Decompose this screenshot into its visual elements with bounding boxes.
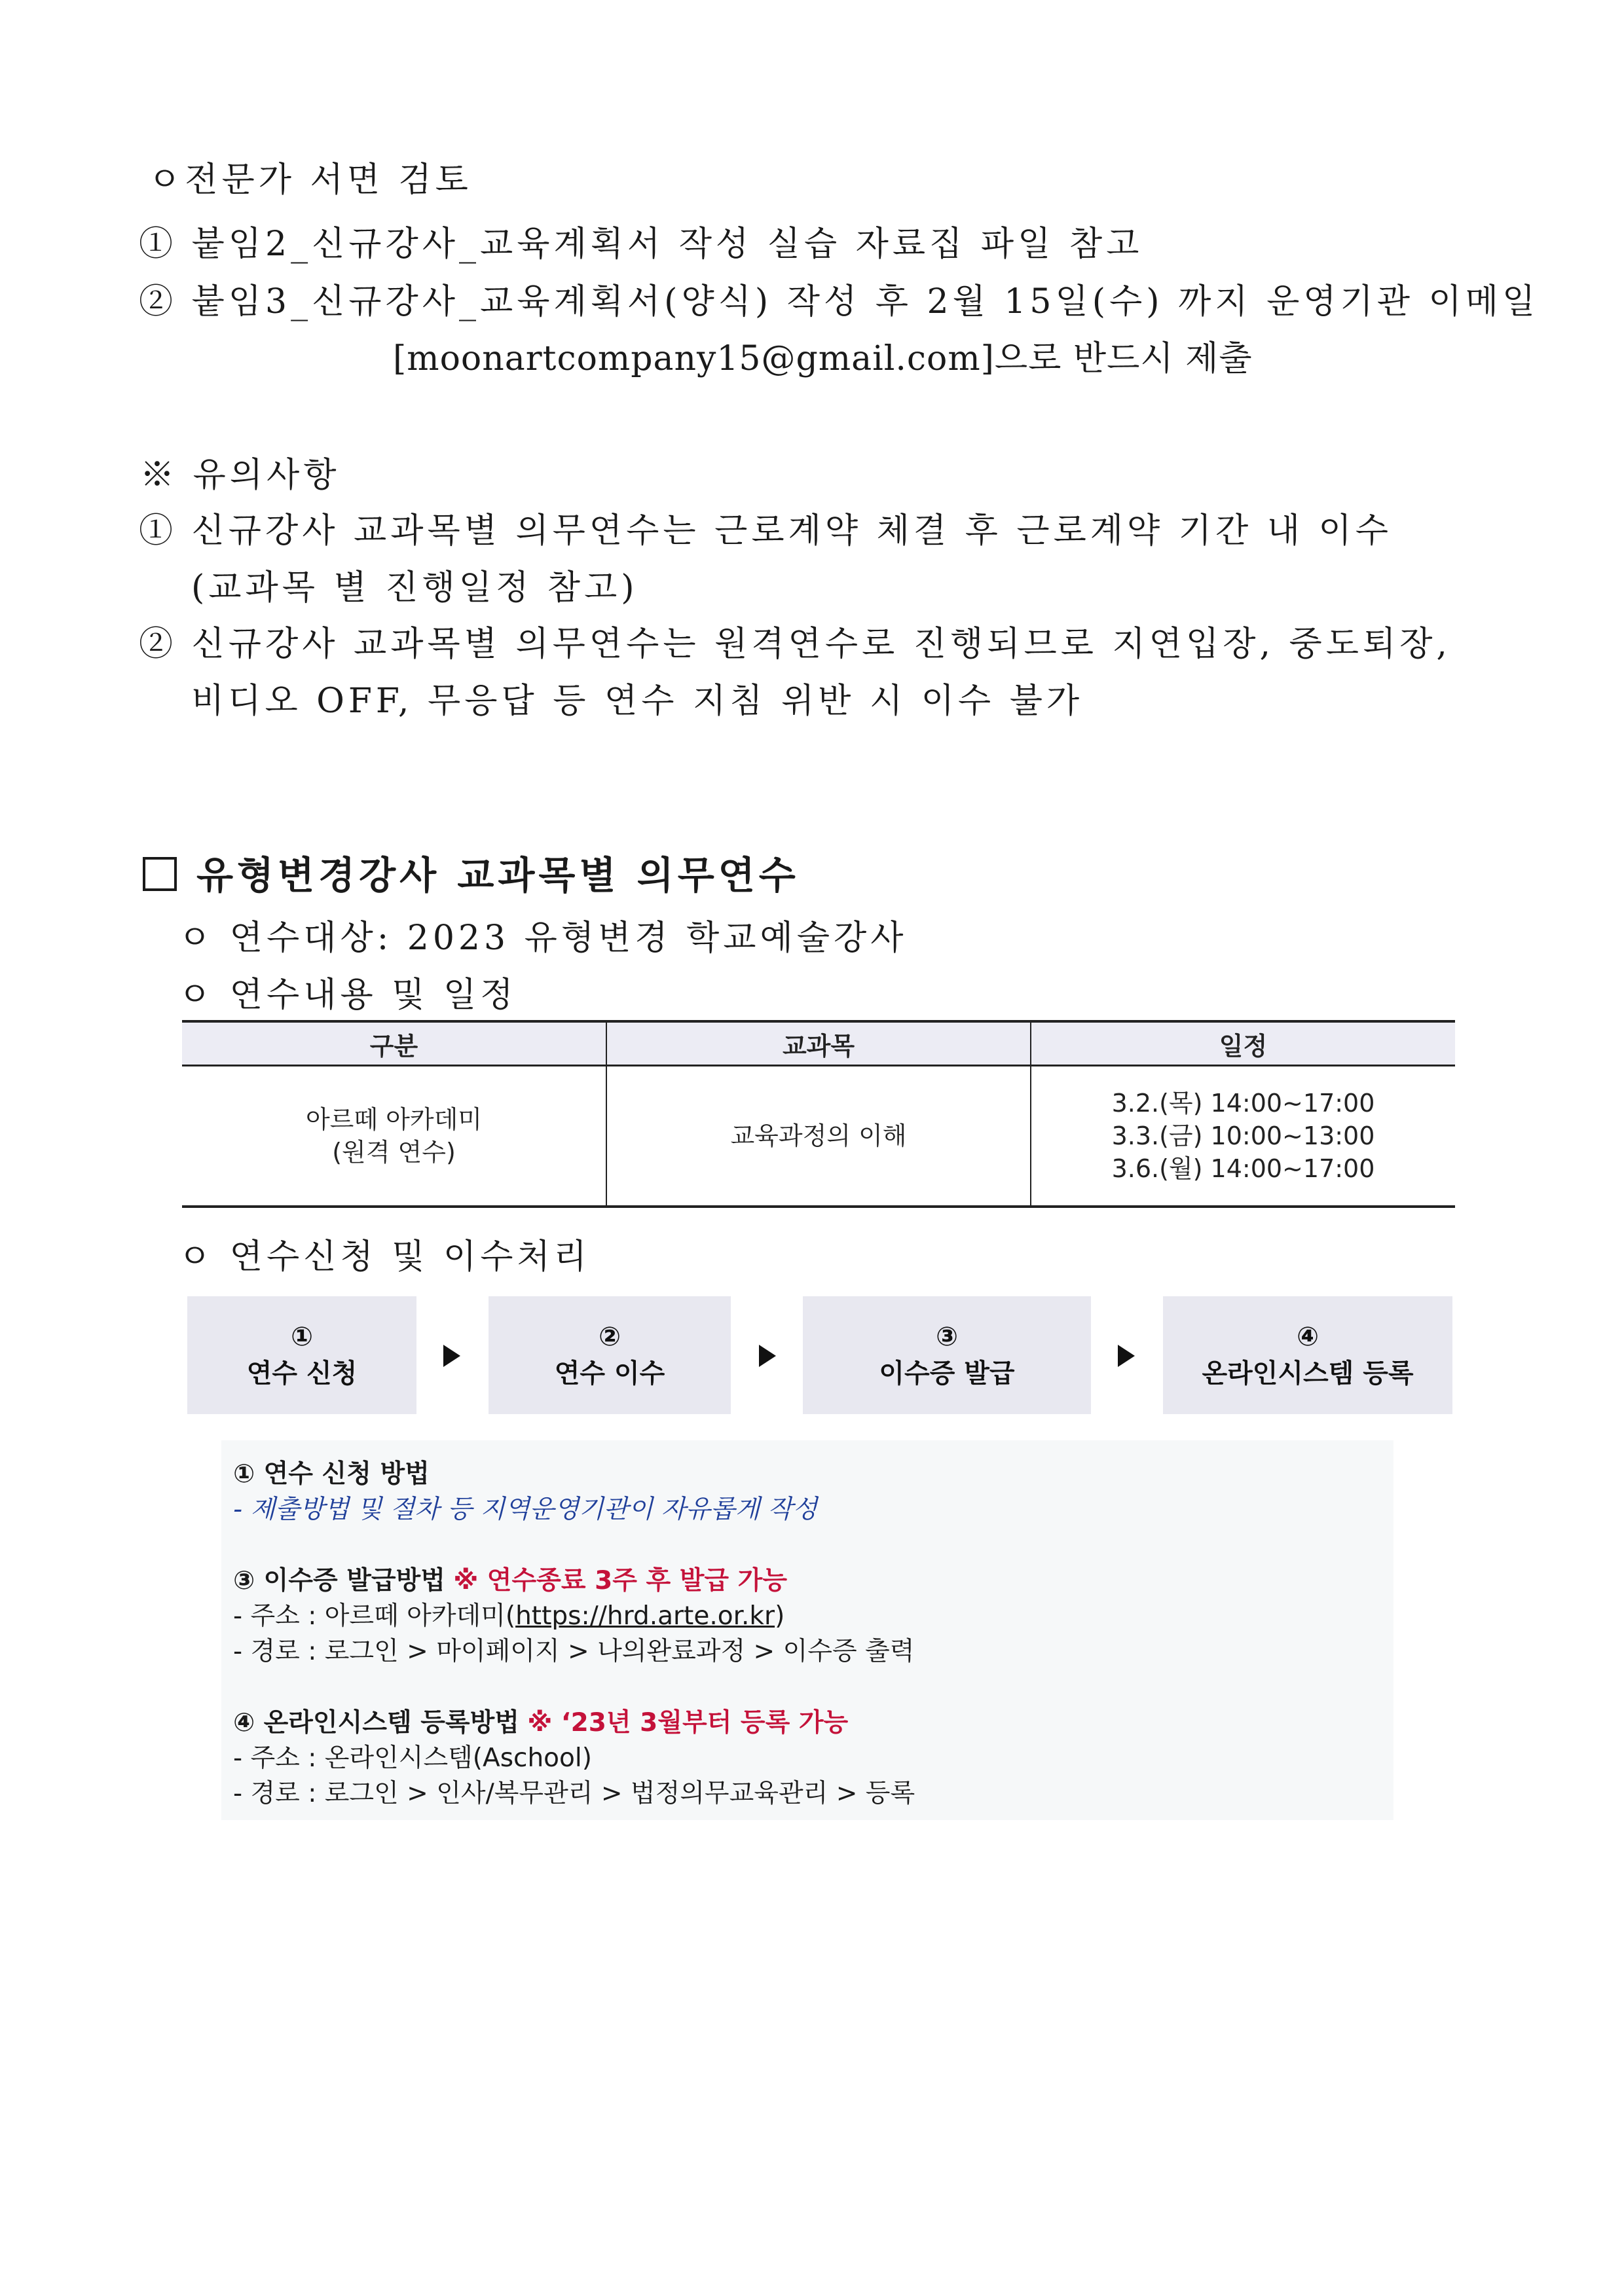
caution-item-1-cont: (교과목 별 진행일정 참고) — [191, 568, 638, 608]
online-register-address: - 주소 : 온라인시스템(Aschool) — [233, 1743, 592, 1773]
schedule-line-2: 3.3.(금) 10:00~13:00 — [1111, 1121, 1375, 1150]
certificate-method-title: ③ 이수증 발급방법 — [233, 1566, 445, 1595]
cell-schedule — [1031, 1066, 1455, 1207]
caution-item-2: ② 신규강사 교과목별 의무연수는 원격연수로 진행되므로 지연입장, 중도퇴장, — [139, 625, 1451, 664]
section-title-text: 유형변경강사 교과목별 의무연수 — [196, 853, 800, 898]
category-line-2: (원격 연수) — [332, 1138, 456, 1167]
online-register-title: ④ 온라인시스템 등록방법 — [233, 1708, 519, 1738]
process-notes-panel — [221, 1440, 1393, 1820]
flow-step-label: 이수증 발급 — [879, 1358, 1015, 1389]
caution-item-1: ① 신규강사 교과목별 의무연수는 근로계약 체결 후 근로계약 기간 내 이수 — [139, 511, 1393, 551]
flow-step-apply — [187, 1296, 416, 1414]
section-title — [143, 845, 800, 900]
header-schedule: 일정 — [1031, 1021, 1455, 1066]
certificate-address-suffix: ) — [775, 1601, 785, 1631]
review-item-1: ① 붙임2_신규강사_교육계획서 작성 실습 자료집 파일 참고 — [139, 225, 1143, 264]
certificate-method-note: ※ 연수종료 3주 후 발급 가능 — [453, 1566, 787, 1595]
arrow-right-icon — [1118, 1345, 1135, 1367]
cell-subject: 교육과정의 이해 — [606, 1066, 1031, 1207]
flow-step-number: ④ — [1297, 1322, 1319, 1352]
online-register-path: - 경로 : 로그인 > 인사/복무관리 > 법정의무교육관리 > 등록 — [233, 1779, 915, 1808]
header-category: 구분 — [182, 1021, 606, 1066]
header-subject: 교과목 — [606, 1021, 1031, 1066]
review-heading: ㅇ전문가 서면 검토 — [148, 160, 472, 200]
review-item-2-email: [moonartcompany15@gmail.com]으로 반드시 제출 — [393, 339, 1253, 378]
checkbox-square-icon — [143, 857, 177, 891]
caution-heading: ※ 유의사항 — [140, 456, 341, 495]
training-apply-heading: ㅇ 연수신청 및 이수처리 — [178, 1237, 591, 1277]
flow-step-number: ③ — [936, 1322, 958, 1352]
schedule-line-1: 3.2.(목) 14:00~17:00 — [1111, 1089, 1375, 1118]
review-item-2: ② 붙임3_신규강사_교육계획서(양식) 작성 후 2월 15일(수) 까지 운영기관 이메일 — [139, 282, 1540, 321]
table-header-row — [182, 1021, 1455, 1066]
caution-item-2-cont: 비디오 OFF, 무응답 등 연수 지침 위반 시 이수 불가 — [191, 682, 1084, 721]
arrow-right-icon — [759, 1345, 776, 1367]
flow-step-certificate — [803, 1296, 1091, 1414]
training-content-heading: ㅇ 연수내용 및 일정 — [178, 975, 517, 1015]
flow-step-label: 온라인시스템 등록 — [1202, 1358, 1414, 1389]
flow-step-register — [1163, 1296, 1452, 1414]
certificate-address — [233, 1595, 784, 1632]
online-register-note: ※ ‘23년 3월부터 등록 가능 — [527, 1708, 849, 1738]
certificate-path: - 경로 : 로그인 > 마이페이지 > 나의완료과정 > 이수증 출력 — [233, 1637, 915, 1666]
apply-method-title: ① 연수 신청 방법 — [233, 1459, 430, 1489]
online-register-line — [233, 1702, 848, 1739]
certificate-address-prefix: - 주소 : 아르떼 아카데미( — [233, 1601, 516, 1631]
flow-step-complete — [489, 1296, 731, 1414]
flow-step-number: ① — [291, 1322, 313, 1352]
category-line-1: 아르떼 아카데미 — [305, 1105, 483, 1134]
schedule-table — [182, 1020, 1455, 1208]
training-target: ㅇ 연수대상: 2023 유형변경 학교예술강사 — [178, 919, 908, 958]
schedule-line-3: 3.6.(월) 14:00~17:00 — [1111, 1154, 1375, 1183]
arte-academy-link[interactable]: https://hrd.arte.or.kr — [515, 1601, 775, 1631]
flow-step-label: 연수 이수 — [554, 1358, 665, 1389]
table-row — [182, 1066, 1455, 1207]
certificate-method-line — [233, 1560, 787, 1597]
flow-step-label: 연수 신청 — [246, 1358, 358, 1389]
arrow-right-icon — [443, 1345, 460, 1367]
apply-method-desc: - 제출방법 및 절차 등 지역운영기관이 자유롭게 작성 — [233, 1495, 818, 1524]
cell-category — [182, 1066, 606, 1207]
flow-step-number: ② — [599, 1322, 621, 1352]
